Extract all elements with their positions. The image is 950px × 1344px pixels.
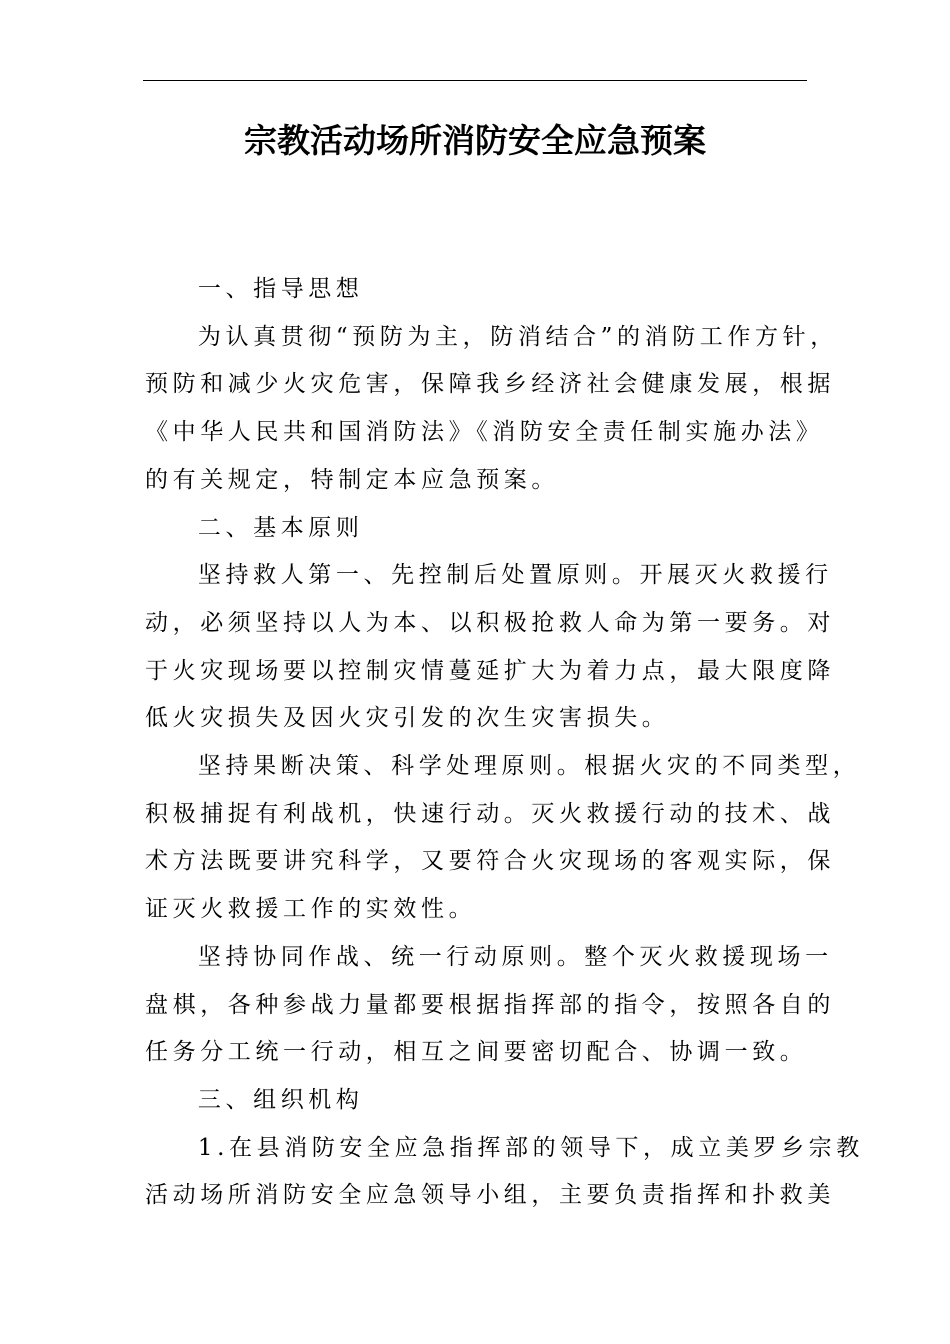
text-line: 动，必须坚持以人为本、以积极抢救人命为第一要务。对: [145, 609, 835, 636]
text-line: 任务分工统一行动，相互之间要密切配合、协调一致。: [145, 1039, 808, 1066]
text-line: 盘棋，各种参战力量都要根据指挥部的指令，按照各自的: [145, 991, 835, 1018]
body-paragraph: [145, 314, 838, 505]
body-paragraph: [145, 743, 861, 934]
text-line: 的有关规定，特制定本应急预案。: [145, 466, 559, 493]
text-line: 积极捕捉有利战机，快速行动。灭火救援行动的技术、战: [145, 800, 835, 827]
body-paragraph: [145, 1125, 864, 1220]
text-line: 1.在县消防安全应急指挥部的领导下，成立美罗乡宗教: [197, 1134, 864, 1161]
text-line: 一、指导思想: [197, 276, 364, 302]
text-line: 坚持协同作战、统一行动原则。整个灭火救援现场一: [197, 943, 833, 970]
text-line: 二、基本原则: [197, 514, 364, 541]
section-heading: [145, 505, 815, 553]
text-line: 于火灾现场要以控制灾情蔓延扩大为着力点，最大限度降: [145, 657, 835, 684]
text-line: 活动场所消防安全应急领导小组，主要负责指挥和扑救美: [145, 1182, 835, 1209]
section-heading: [145, 1077, 815, 1125]
text-line: 坚持果断决策、科学处理原则。根据火灾的不同类型，: [197, 753, 861, 780]
body-paragraph: [145, 934, 835, 1077]
document-title: 宗教活动场所消防安全应急预案: [244, 121, 706, 160]
text-line: 预防和减少火灾危害，保障我乡经济社会健康发展，根据: [145, 371, 835, 398]
section-heading: [145, 266, 815, 314]
text-line: 低火灾损失及因火灾引发的次生灾害损失。: [145, 705, 670, 732]
body-paragraph: [145, 552, 835, 743]
text-line: 三、组织机构: [197, 1086, 364, 1113]
document-body: [145, 266, 864, 1220]
text-line: 为认真贯彻“预防为主，防消结合”的消防工作方针，: [197, 323, 838, 350]
text-line: 《中华人民共和国消防法》《消防安全责任制实施办法》: [145, 419, 824, 446]
text-line: 坚持救人第一、先控制后处置原则。开展灭火救援行: [197, 562, 833, 589]
text-line: 术方法既要讲究科学，又要符合火灾现场的客观实际，保: [145, 848, 835, 875]
text-line: 证灭火救援工作的实效性。: [145, 896, 477, 923]
header-rule: [143, 80, 807, 81]
